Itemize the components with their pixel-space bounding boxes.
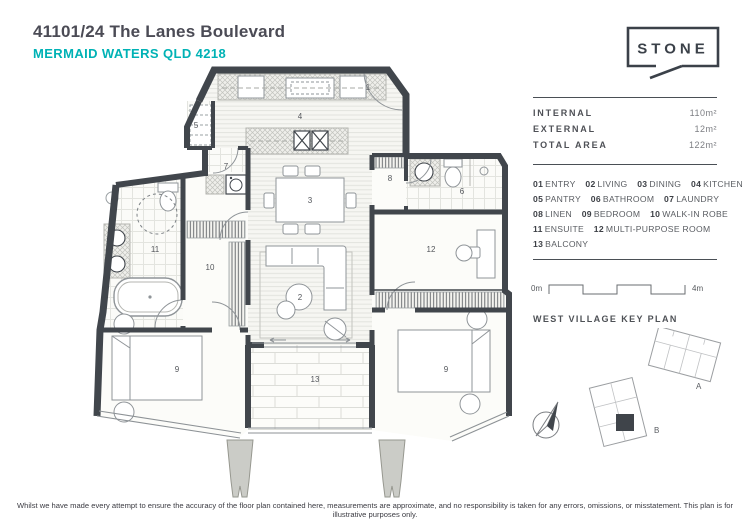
legend-row: 11 ENSUITE 12 MULTI-PURPOSE ROOM <box>533 224 711 234</box>
legend-row: 01 ENTRY 02 LIVING 03 DINING 04 KITCHEN <box>533 179 743 189</box>
room-label-wir: 10 <box>205 263 215 272</box>
key-plan-label-a: A <box>696 382 702 391</box>
address-line2: MERMAID WATERS QLD 4218 <box>33 46 227 61</box>
area-label: INTERNAL <box>533 108 593 118</box>
room-label-laundry: 7 <box>223 162 229 171</box>
area-row-total <box>533 138 717 152</box>
stone-logo <box>626 26 720 82</box>
room-label-balcony: 13 <box>310 375 320 384</box>
scale-end-label: 4m <box>692 284 704 293</box>
room-label-dining: 3 <box>307 196 313 205</box>
key-plan-highlighted-unit <box>616 414 634 431</box>
key-plan-title: WEST VILLAGE KEY PLAN <box>533 314 678 324</box>
key-plan-building-a <box>648 328 720 382</box>
wir-shelf <box>187 221 245 238</box>
room-label-mpr: 12 <box>426 245 436 254</box>
key-plan-building-b <box>589 378 646 447</box>
divider-top <box>533 97 717 98</box>
side-table <box>277 301 295 319</box>
kitchen-island <box>246 128 348 154</box>
stone-logo-text: STONE <box>637 40 709 58</box>
toilet-icon <box>444 159 462 167</box>
armchair <box>324 318 346 340</box>
laundry-fittings <box>206 175 246 194</box>
address-line1: 41101/24 The Lanes Boulevard <box>33 22 286 41</box>
divider-mid <box>533 164 717 165</box>
room-label-ensuite: 11 <box>150 245 160 254</box>
room-label-linen: 8 <box>387 174 393 183</box>
area-value: 12m² <box>694 124 717 134</box>
wir-rack <box>229 242 245 326</box>
linen-shelf <box>374 157 404 168</box>
legend-row: 08 LINEN 09 BEDROOM 10 WALK-IN ROBE <box>533 209 729 219</box>
disclaimer-text: Whilst we have made every attempt to ensure the accuracy of the floor plan contained here, measurements are approximate, and no responsibility is taken for any errors, omissions, or misstatement. This plan is for illustrative purposes only. <box>16 501 734 519</box>
floor-plan <box>85 58 520 500</box>
key-plan <box>528 328 740 468</box>
room-label-kitchen: 4 <box>297 112 303 121</box>
legend-row: 13 BALCONY <box>533 239 589 249</box>
divider-bottom <box>533 259 717 260</box>
compass-icon <box>533 402 559 438</box>
room-label-bedroom-right: 9 <box>443 365 449 374</box>
area-value: 122m² <box>688 140 717 150</box>
wardrobe-rack <box>376 292 504 308</box>
room-label-pantry: 5 <box>193 121 199 130</box>
legend-row: 05 PANTRY 06 BATHROOM 07 LAUNDRY <box>533 194 720 204</box>
room-label-entry: 1 <box>365 83 371 92</box>
area-value: 110m² <box>689 108 717 118</box>
balcony-floor <box>248 345 372 430</box>
room-label-living: 2 <box>297 293 303 302</box>
bathtub-icon <box>114 278 182 316</box>
key-plan-label-b: B <box>654 426 660 435</box>
scale-start-label: 0m <box>531 284 543 293</box>
area-label: TOTAL AREA <box>533 140 608 150</box>
area-label: EXTERNAL <box>533 124 596 134</box>
kitchen-bench <box>218 74 386 100</box>
area-row-external <box>533 122 717 136</box>
balcony-columns <box>227 440 405 497</box>
area-row-internal <box>533 106 717 120</box>
room-label-bedroom-left: 9 <box>174 365 180 374</box>
scale-bar <box>531 276 723 298</box>
room-legend <box>533 179 743 254</box>
room-label-bathroom: 6 <box>459 187 465 196</box>
